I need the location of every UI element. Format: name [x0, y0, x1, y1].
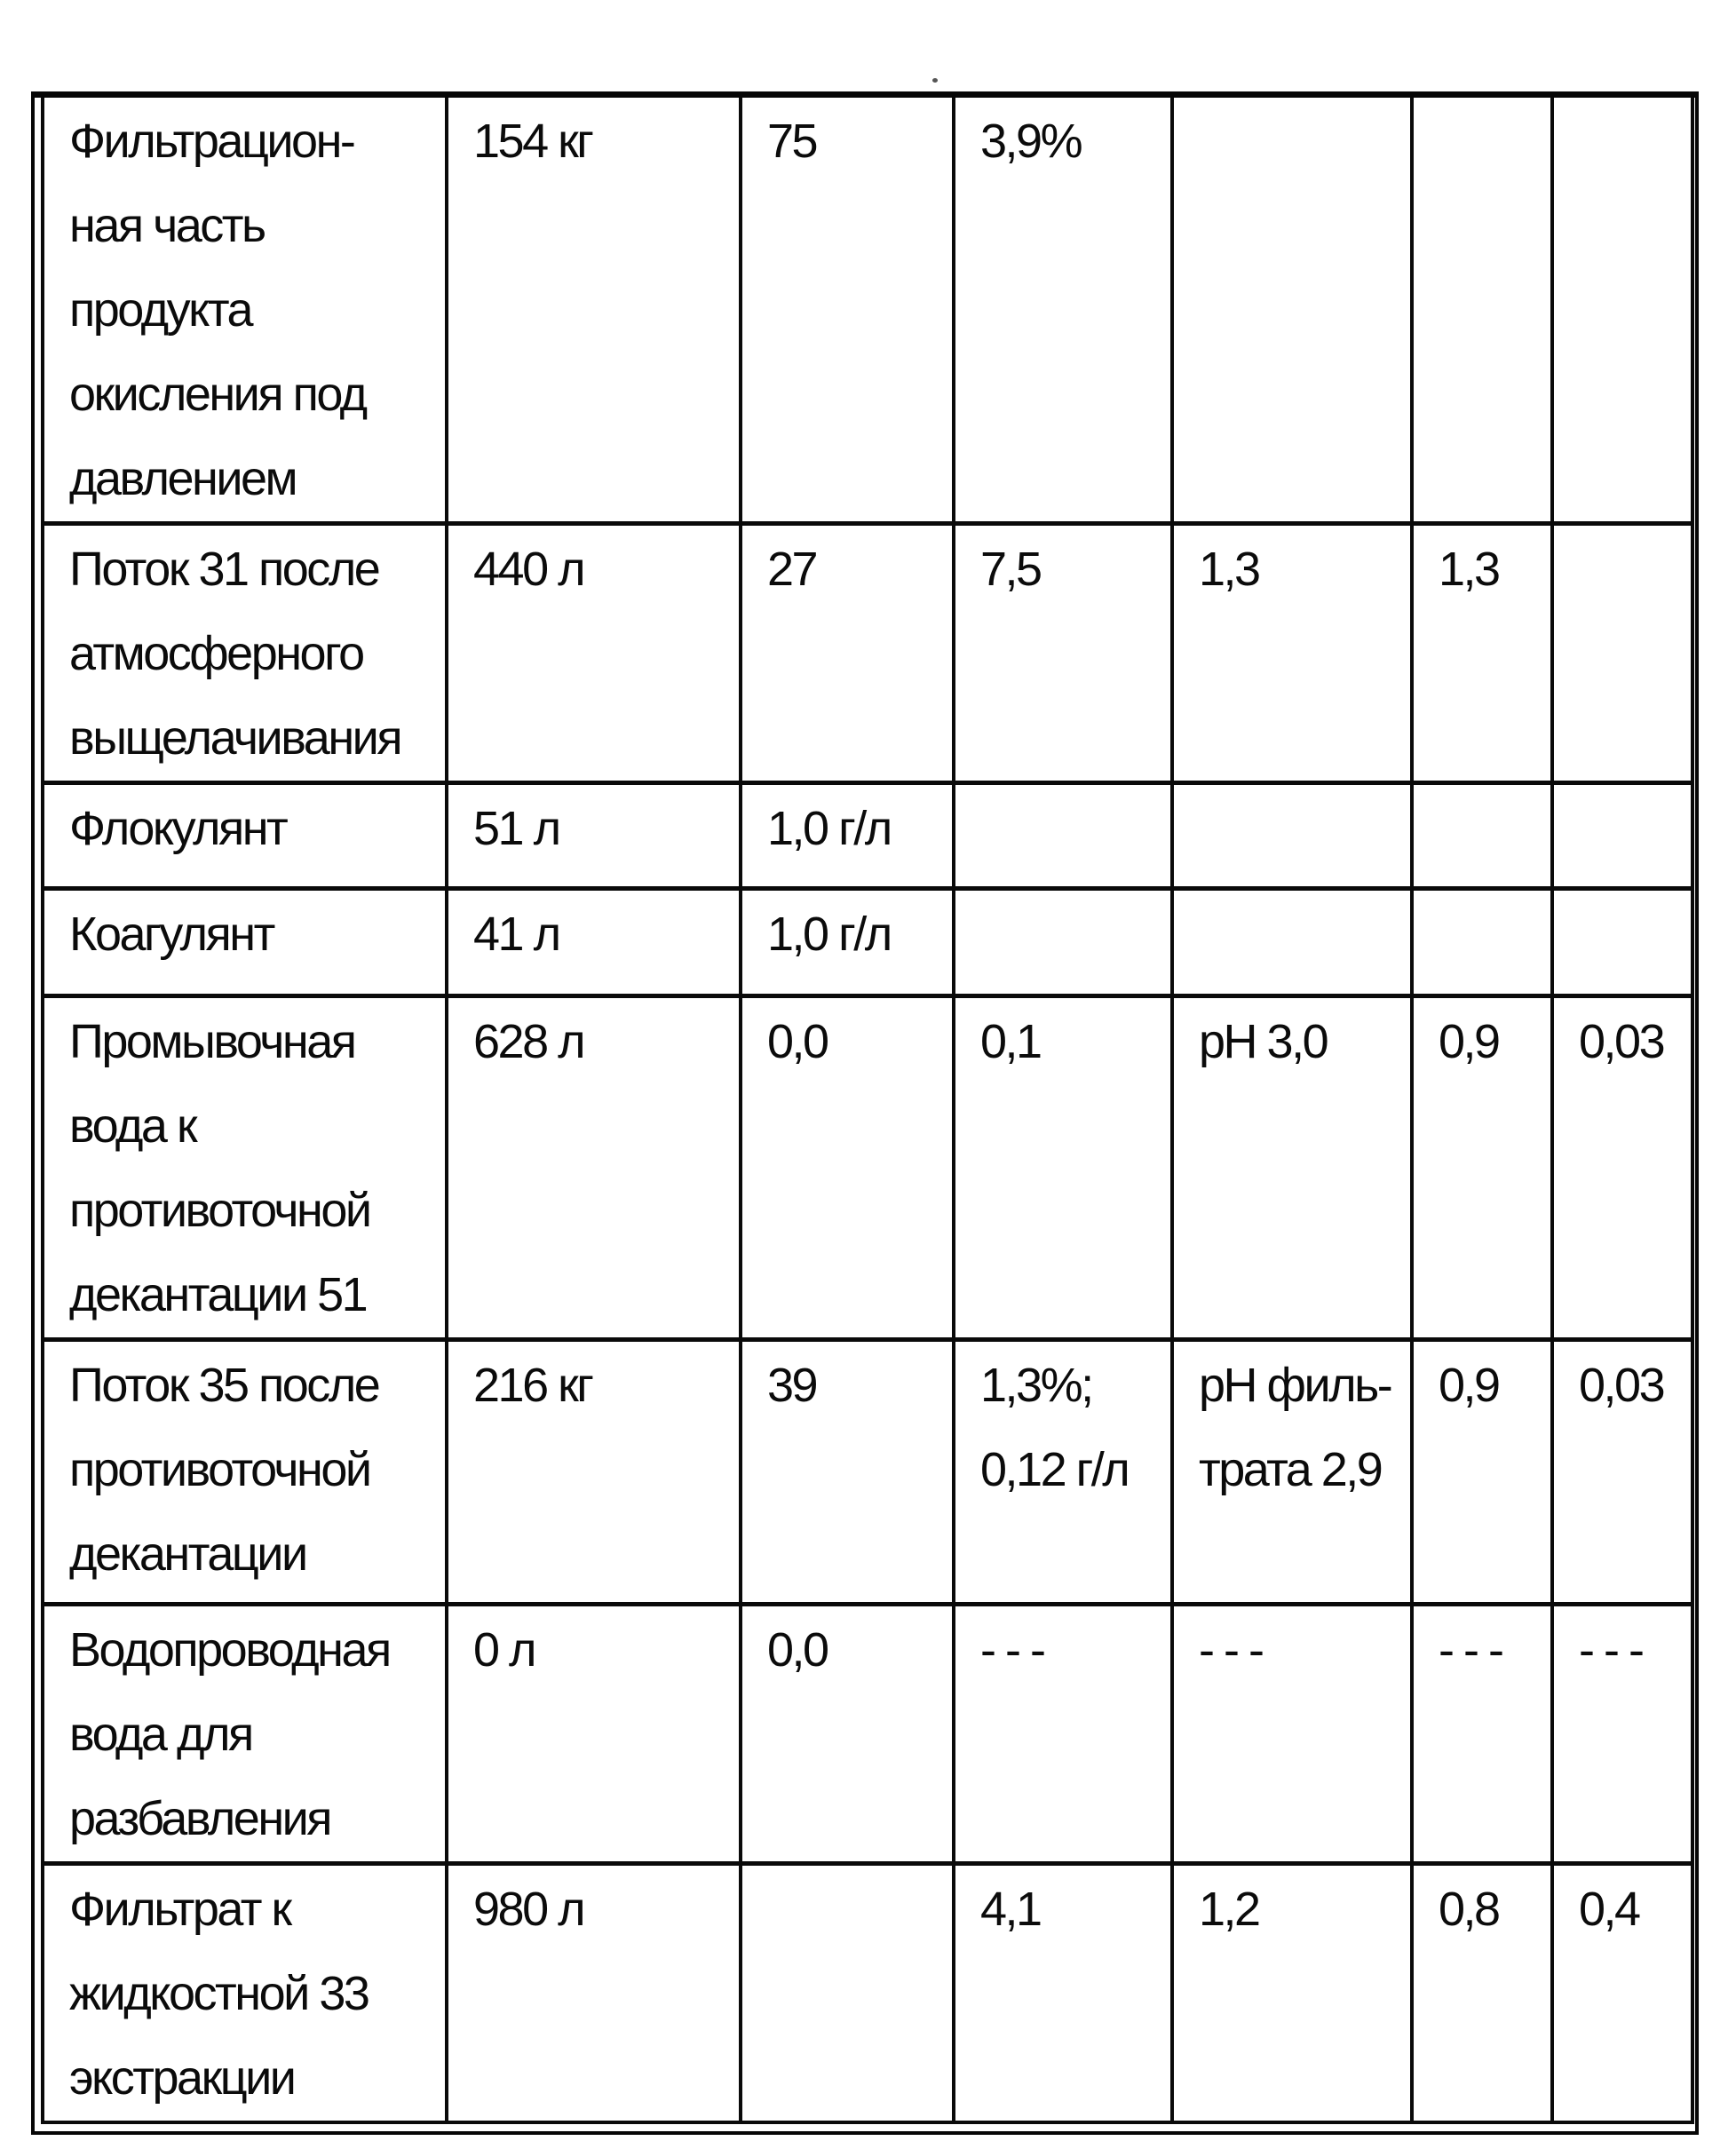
- table-cell: 75: [741, 98, 954, 524]
- table-cell: Флокулянт: [43, 783, 447, 889]
- table-cell: - - -: [1172, 1605, 1412, 1864]
- table-cell: 0,0: [741, 1605, 954, 1864]
- table-row: [43, 98, 1692, 524]
- table-cell: 1,3: [1172, 524, 1412, 783]
- table-cell: 1,0 г/л: [741, 889, 954, 996]
- table-cell: 41 л: [447, 889, 741, 996]
- table-cell: 216 кг: [447, 1340, 741, 1605]
- table-cell: 0,8: [1412, 1864, 1552, 2123]
- table-cell: 1,2: [1172, 1864, 1412, 2123]
- table-cell: [1552, 524, 1692, 783]
- table-cell: 4,1: [954, 1864, 1172, 2123]
- table-cell: 7,5: [954, 524, 1172, 783]
- table-cell: 0,03: [1552, 996, 1692, 1340]
- table-row: [43, 1340, 1692, 1605]
- table-cell: [1412, 783, 1552, 889]
- table-cell: Промывочная вода к противоточной декантации 51: [43, 996, 447, 1340]
- table-cell: [1552, 889, 1692, 996]
- table-cell: 39: [741, 1340, 954, 1605]
- table-cell: 1,3: [1412, 524, 1552, 783]
- table-cell: 3,9%: [954, 98, 1172, 524]
- table-cell: pH 3,0: [1172, 996, 1412, 1340]
- table-cell: [1172, 889, 1412, 996]
- table-row: [43, 1864, 1692, 2123]
- table-cell: 1,0 г/л: [741, 783, 954, 889]
- table-cell: 27: [741, 524, 954, 783]
- table-row: [43, 524, 1692, 783]
- table-cell: 0,4: [1552, 1864, 1692, 2123]
- table-cell: 0,0: [741, 996, 954, 1340]
- table-cell: [954, 889, 1172, 996]
- table-row: [43, 783, 1692, 889]
- table-cell: 628 л: [447, 996, 741, 1340]
- table-cell: - - -: [1552, 1605, 1692, 1864]
- table-cell: [1172, 98, 1412, 524]
- table-row: [43, 1605, 1692, 1864]
- table-row: [43, 889, 1692, 996]
- table-cell: 0,03: [1552, 1340, 1692, 1605]
- table-cell: Фильтрацион- ная часть продукта окисления под давлением: [43, 98, 447, 524]
- table-cell: [1172, 783, 1412, 889]
- table-cell: 0,9: [1412, 1340, 1552, 1605]
- table-cell: 980 л: [447, 1864, 741, 2123]
- table-cell: Коагулянт: [43, 889, 447, 996]
- table-cell: Поток 35 после противоточной декантации: [43, 1340, 447, 1605]
- table-cell: Поток 31 после атмосферного выщелачивания: [43, 524, 447, 783]
- table-cell: [741, 1864, 954, 2123]
- data-table: [41, 98, 1694, 2124]
- table-cell: 1,3%; 0,12 г/л: [954, 1340, 1172, 1605]
- table-cell: 440 л: [447, 524, 741, 783]
- table-cell: pH филь- трата 2,9: [1172, 1340, 1412, 1605]
- table-outer-border: [31, 91, 1699, 2135]
- table-cell: 0,1: [954, 996, 1172, 1340]
- table-cell: Фильтрат к жидкостной 33 экстракции: [43, 1864, 447, 2123]
- table-cell: [1552, 783, 1692, 889]
- table-row: [43, 996, 1692, 1340]
- table-cell: [1412, 98, 1552, 524]
- table-cell: 154 кг: [447, 98, 741, 524]
- table-cell: 0,9: [1412, 996, 1552, 1340]
- table-cell: [954, 783, 1172, 889]
- table-cell: Водопроводная вода для разбавления: [43, 1605, 447, 1864]
- table-cell: 0 л: [447, 1605, 741, 1864]
- table-cell: [1412, 889, 1552, 996]
- table-cell: 51 л: [447, 783, 741, 889]
- table-cell: [1552, 98, 1692, 524]
- table-cell: - - -: [954, 1605, 1172, 1864]
- table-cell: - - -: [1412, 1605, 1552, 1864]
- scan-artifact-dot: [932, 78, 938, 83]
